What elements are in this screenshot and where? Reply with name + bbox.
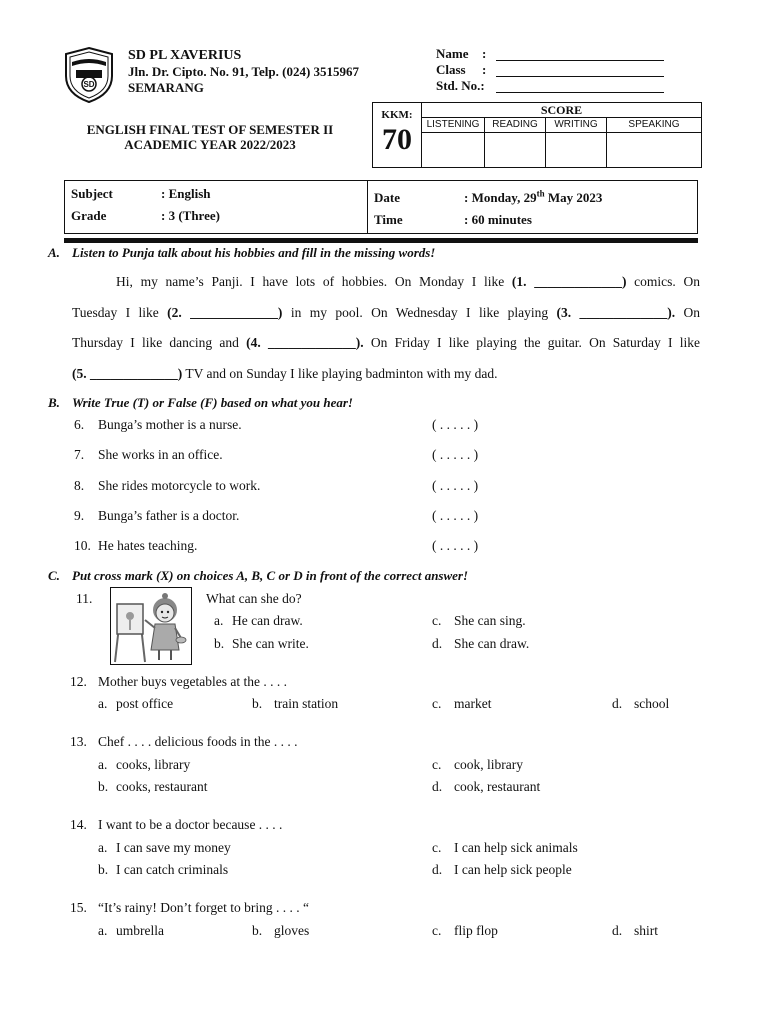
- option-d[interactable]: d. cook, restaurant: [432, 779, 541, 794]
- test-title-line2: ACADEMIC YEAR 2022/2023: [124, 137, 296, 152]
- grade-value: : 3 (Three): [161, 208, 220, 223]
- section-c-instruction: Put cross mark (X) on choices A, B, C or D in front of the correct answer!: [72, 568, 469, 583]
- option-c[interactable]: c. She can sing.: [432, 613, 526, 628]
- date-time-cell: [368, 181, 698, 234]
- section-a-instruction: Listen to Punja talk about his hobbies and fill in the missing words!: [72, 245, 436, 260]
- option-d[interactable]: d. I can help sick people: [432, 862, 572, 877]
- option-b[interactable]: b. She can write.: [214, 636, 309, 651]
- section-a-letter: A.: [48, 245, 60, 260]
- option-d[interactable]: d. shirt: [612, 923, 659, 938]
- divider-line: [64, 238, 698, 243]
- class-field[interactable]: [496, 76, 664, 77]
- tf-answer-blank[interactable]: ( . . . . . ): [432, 478, 479, 493]
- speaking-header: SPEAKING: [607, 118, 702, 133]
- score-header: SCORE: [422, 103, 702, 118]
- std-no-field[interactable]: [496, 92, 664, 93]
- option-d[interactable]: d. She can draw.: [432, 636, 530, 651]
- school-address: Jln. Dr. Cipto. No. 91, Telp. (024) 3515967: [128, 64, 360, 79]
- section-c-letter: C.: [48, 568, 60, 583]
- reading-header: READING: [485, 118, 546, 133]
- girl-painting-icon: [111, 588, 191, 664]
- paragraph-line-1: Hi, my name’s Panji. I have lots of hobbies. On Monday I like (1. _____________) comics. On: [116, 274, 700, 289]
- tf-answer-blank[interactable]: ( . . . . . ): [432, 508, 479, 523]
- blank-5[interactable]: (5. _____________): [72, 365, 183, 381]
- question-15: 15. “It’s rainy! Don’t forget to bring . . . . “: [70, 900, 309, 915]
- name-label: Name: [436, 46, 469, 61]
- question-number: 11.: [76, 591, 93, 606]
- writing-header: WRITING: [546, 118, 607, 133]
- option-a[interactable]: a. I can save my money: [98, 840, 231, 855]
- grade-label: Grade: [71, 208, 107, 223]
- name-field[interactable]: [496, 60, 664, 61]
- kkm-cell: [373, 103, 422, 168]
- time-label: Time: [374, 212, 403, 228]
- option-a[interactable]: a. post office: [98, 696, 174, 711]
- test-title-line1: ENGLISH FINAL TEST OF SEMESTER II: [86, 122, 334, 137]
- listening-header: LISTENING: [422, 118, 485, 133]
- option-a[interactable]: a. umbrella: [98, 923, 164, 938]
- tf-item: 7. She works in an office.: [74, 447, 223, 462]
- std-no-label: Std. No.:: [436, 78, 485, 93]
- option-b[interactable]: b. train station: [252, 696, 339, 711]
- section-b-instruction: Write True (T) or False (F) based on what you hear!: [72, 395, 353, 410]
- option-c[interactable]: c. cook, library: [432, 757, 523, 772]
- tf-answer-blank[interactable]: ( . . . . . ): [432, 447, 479, 462]
- school-logo: [62, 46, 116, 104]
- question-text: What can she do?: [206, 591, 302, 606]
- tf-answer-blank[interactable]: ( . . . . . ): [432, 417, 479, 432]
- school-name: SD PL XAVERIUS: [128, 48, 242, 63]
- writing-score-cell[interactable]: [546, 133, 607, 168]
- subject-value: : English: [161, 186, 211, 201]
- option-c[interactable]: c. I can help sick animals: [432, 840, 578, 855]
- option-c[interactable]: c. flip flop: [432, 923, 498, 938]
- tf-item: 8. She rides motorcycle to work.: [74, 478, 261, 493]
- date-value: : Monday, 29th May 2023: [464, 189, 603, 206]
- section-a-paragraph: [72, 267, 700, 389]
- subject-grade-cell: [65, 181, 368, 234]
- section-b-letter: B.: [48, 395, 60, 410]
- class-label: Class: [436, 62, 466, 77]
- subject-label: Subject: [71, 186, 113, 201]
- girl-painting-picture: [110, 587, 192, 665]
- question-12: 12. Mother buys vegetables at the . . . .: [70, 674, 287, 689]
- info-table: [64, 180, 698, 234]
- school-city: SEMARANG: [128, 80, 204, 95]
- kkm-value: 70: [382, 123, 412, 156]
- date-label: Date: [374, 190, 400, 206]
- option-d[interactable]: d. school: [612, 696, 670, 711]
- time-value: : 60 minutes: [464, 212, 532, 228]
- option-a[interactable]: a. He can draw.: [214, 613, 303, 628]
- score-table: [372, 102, 702, 168]
- paragraph-line-4: (5. _____________) TV and on Sunday I like playing badminton with my dad.: [72, 365, 498, 381]
- class-colon: :: [482, 62, 487, 77]
- paragraph-line-2: Tuesday I like (2. _____________) in my pool. On Wednesday I like playing (3. _____________). On: [72, 304, 700, 320]
- speaking-score-cell[interactable]: [607, 133, 702, 168]
- option-b[interactable]: b. gloves: [252, 923, 310, 938]
- listening-score-cell[interactable]: [422, 133, 485, 168]
- test-title: [62, 122, 358, 152]
- blank-3[interactable]: (3. _____________).: [556, 304, 676, 320]
- tf-item: 6. Bunga’s mother is a nurse.: [74, 417, 242, 432]
- blank-2[interactable]: (2. _____________): [167, 304, 283, 320]
- tf-item: 10. He hates teaching.: [74, 538, 198, 553]
- logo-lettering: SD: [83, 80, 95, 89]
- blank-1[interactable]: (1. _____________): [511, 274, 627, 289]
- question-14: 14. I want to be a doctor because . . . .: [70, 817, 283, 832]
- option-b[interactable]: b. I can catch criminals: [98, 862, 229, 877]
- tf-answer-blank[interactable]: ( . . . . . ): [432, 538, 479, 553]
- option-b[interactable]: b. cooks, restaurant: [98, 779, 208, 794]
- tf-item: 9. Bunga’s father is a doctor.: [74, 508, 240, 523]
- option-a[interactable]: a. cooks, library: [98, 757, 191, 772]
- blank-4[interactable]: (4. _____________).: [246, 335, 364, 350]
- option-c[interactable]: c. market: [432, 696, 492, 711]
- name-colon: :: [482, 46, 487, 61]
- question-13: 13. Chef . . . . delicious foods in the . . . .: [70, 734, 298, 749]
- reading-score-cell[interactable]: [485, 133, 546, 168]
- paragraph-line-3: Thursday I like dancing and (4. _____________). On Friday I like playing the guitar. On Saturday I like: [72, 335, 700, 350]
- kkm-label: KKM:: [381, 109, 413, 121]
